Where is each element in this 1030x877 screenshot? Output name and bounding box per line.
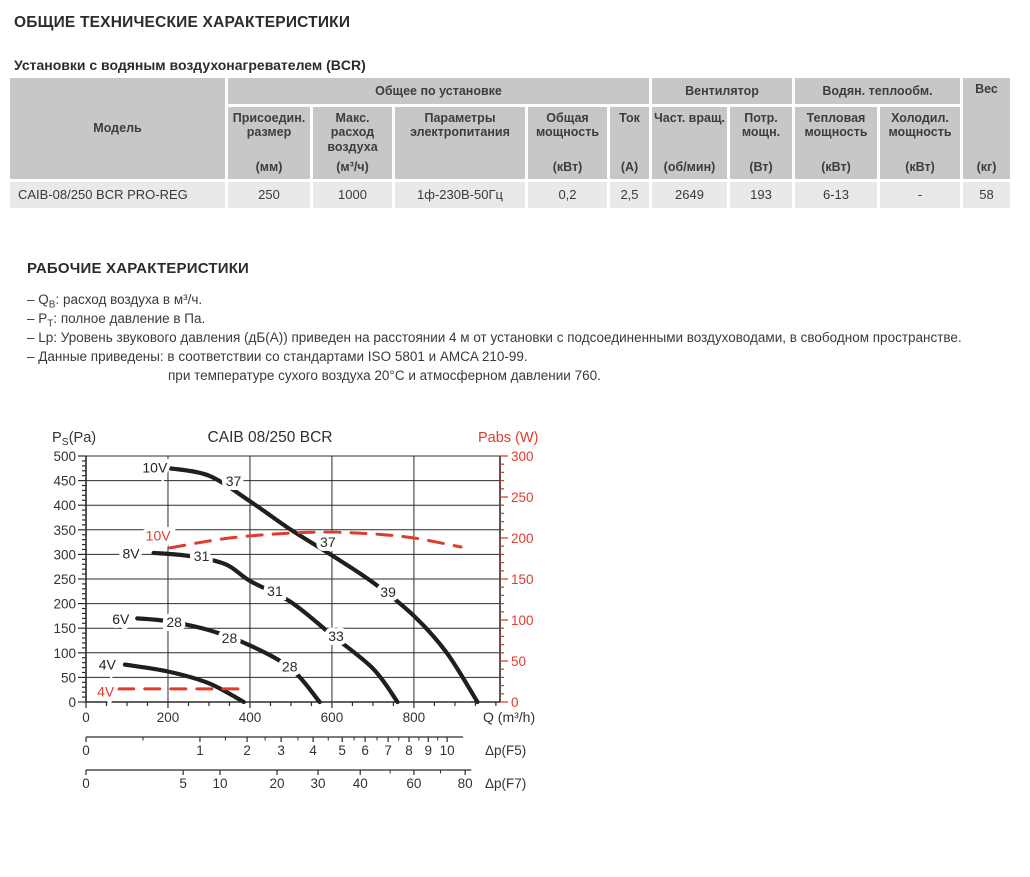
note-text: – P — [27, 311, 48, 326]
svg-text:600: 600 — [320, 710, 344, 725]
col-header-cooling-capacity — [880, 107, 960, 179]
svg-text:0: 0 — [82, 743, 90, 758]
svg-text:60: 60 — [406, 776, 422, 791]
cell-weight: 58 — [963, 182, 1010, 208]
left-axis — [53, 449, 86, 710]
col-unit: (кВт) — [552, 159, 583, 174]
svg-text:9: 9 — [424, 743, 433, 758]
cell-current: 2,5 — [610, 182, 649, 208]
cell-power-supply: 1ф-230В-50Гц — [395, 182, 525, 208]
note-line — [27, 347, 1017, 366]
table-title: Установки с водяным воздухонагревателем (BCR) — [14, 57, 366, 73]
svg-text:28: 28 — [281, 658, 298, 675]
curve-10V-black — [170, 468, 477, 702]
right-axis — [500, 449, 534, 710]
note-sub: Т — [47, 318, 54, 330]
svg-text:300: 300 — [511, 449, 534, 464]
svg-text:PS(Pa): $P_S(Pa)$ — [52, 430, 97, 448]
svg-text:6: 6 — [361, 743, 369, 758]
svg-text:3: 3 — [277, 743, 285, 758]
group-header-fan: Вентилятор — [652, 78, 792, 104]
svg-text:500: 500 — [53, 449, 76, 464]
col-name: Макс. расход воздуха — [327, 111, 378, 154]
svg-text:200: 200 — [156, 710, 180, 725]
svg-text:50: 50 — [511, 654, 527, 669]
svg-text:250: 250 — [53, 572, 76, 587]
curve-4V-black — [125, 665, 244, 702]
note-text: при температуре сухого воздуха 20°C и атмосферном давлении 760. — [168, 368, 601, 383]
svg-text:4V: 4V — [98, 656, 116, 673]
page-title: ОБЩИЕ ТЕХНИЧЕСКИЕ ХАРАКТЕРИСТИКИ — [14, 14, 351, 31]
svg-text:2: 2 — [243, 743, 251, 758]
x-axis — [82, 702, 535, 725]
col-name: Част. вращ. — [654, 111, 725, 125]
svg-text:1: 1 — [196, 743, 204, 758]
svg-text:200: 200 — [53, 596, 76, 612]
svg-text:7: 7 — [384, 743, 392, 758]
spec-table — [10, 78, 1010, 208]
note-line — [27, 309, 1017, 328]
col-header-max-airflow — [313, 107, 392, 179]
svg-text:Δp(F5): Δp(F5) — [485, 743, 527, 758]
svg-text:31: 31 — [193, 547, 210, 564]
col-name: Ток — [619, 111, 640, 125]
svg-text:39: 39 — [380, 583, 396, 600]
curves — [119, 468, 478, 702]
svg-text:400: 400 — [53, 498, 76, 514]
col-unit: (кВт) — [821, 159, 851, 174]
dp-axis-f7 — [82, 770, 526, 791]
svg-text:100: 100 — [53, 645, 76, 661]
cell-connection-size: 250 — [228, 182, 310, 208]
svg-text:8V: 8V — [122, 545, 140, 562]
col-header-weight — [963, 78, 1010, 179]
svg-text:50: 50 — [60, 670, 76, 686]
performance-chart-svg — [30, 422, 575, 802]
svg-text:28: 28 — [166, 613, 182, 630]
svg-text:10: 10 — [439, 743, 455, 758]
col-unit: (А) — [620, 159, 639, 174]
svg-text:250: 250 — [511, 490, 534, 505]
svg-text:10V: 10V — [142, 459, 168, 476]
col-unit: (м³/ч) — [336, 159, 369, 174]
note-text: – Данные приведены: в соответствии со стандартами ISO 5801 и AMCA 210-99. — [27, 349, 528, 364]
svg-text:400: 400 — [238, 710, 262, 725]
col-header-connection-size — [228, 107, 310, 179]
svg-text:100: 100 — [511, 613, 534, 628]
col-header-weight-name: Вес — [975, 82, 998, 96]
note-text: : расход воздуха в м³/ч. — [55, 292, 203, 307]
svg-text:5: 5 — [338, 743, 346, 758]
col-header-model: Модель — [10, 78, 225, 179]
cell-model: CAIB-08/250 BCR PRO-REG — [10, 182, 225, 208]
note-text: – Lp: Уровень звукового давления (дБ(А)) приведен на расстоянии 4 м от установки с подсоединенными воздуховодами, в свободном пространстве. — [27, 330, 962, 345]
notes-list — [27, 290, 1017, 385]
note-text: : полное давление в Па. — [53, 311, 206, 326]
col-name: Тепловая мощность — [804, 111, 868, 140]
section-title-working-characteristics: РАБОЧИЕ ХАРАКТЕРИСТИКИ — [27, 260, 250, 277]
col-name: Холодил. мощность — [888, 111, 952, 140]
cell-total-power: 0,2 — [528, 182, 607, 208]
svg-text:4: 4 — [309, 743, 317, 758]
svg-text:6V: 6V — [112, 610, 130, 627]
svg-text:0: 0 — [82, 710, 90, 725]
group-header-unit-общее: Общее по установке — [228, 78, 649, 104]
col-header-current — [610, 107, 649, 179]
col-header-consumed-power — [730, 107, 792, 179]
svg-text:300: 300 — [53, 547, 76, 563]
svg-text:5: 5 — [179, 776, 187, 791]
svg-text:CAIB 08/250 BCR: CAIB 08/250 BCR — [207, 429, 333, 446]
col-unit: (кВт) — [905, 159, 935, 174]
svg-text:350: 350 — [53, 522, 76, 538]
cell-heating-capacity: 6-13 — [795, 182, 877, 208]
svg-text:200: 200 — [511, 531, 534, 546]
svg-text:37: 37 — [320, 534, 336, 551]
svg-text:4V: 4V — [97, 683, 115, 700]
col-name: Присоедин. размер — [232, 111, 306, 140]
svg-text:150: 150 — [511, 572, 534, 587]
col-unit: (Вт) — [749, 159, 773, 174]
col-name: Потр. мощн. — [741, 111, 781, 140]
note-line — [27, 290, 1017, 309]
col-name: Общая мощность — [535, 111, 600, 140]
cell-rpm: 2649 — [652, 182, 727, 208]
svg-text:28: 28 — [221, 630, 238, 647]
svg-text:10: 10 — [212, 776, 228, 791]
svg-text:0: 0 — [68, 695, 76, 710]
svg-text:80: 80 — [457, 776, 473, 791]
dp-axis-f5 — [82, 737, 526, 758]
note-sub: В — [48, 299, 56, 311]
col-unit: (мм) — [255, 159, 283, 174]
svg-text:30: 30 — [310, 776, 326, 791]
svg-text:150: 150 — [53, 621, 76, 637]
svg-text:0: 0 — [511, 695, 519, 710]
svg-text:450: 450 — [53, 473, 76, 489]
note-line — [27, 366, 1017, 385]
col-header-power-supply — [395, 107, 525, 179]
chart-titles — [52, 429, 538, 448]
performance-chart — [30, 422, 575, 802]
note-line — [27, 328, 1017, 347]
cell-max-airflow: 1000 — [313, 182, 392, 208]
col-name: Параметры электропитания — [410, 111, 510, 140]
cell-cooling-capacity: - — [880, 182, 960, 208]
svg-text:37: 37 — [225, 473, 242, 490]
group-header-water-exchanger: Водян. теплообм. — [795, 78, 960, 104]
svg-text:40: 40 — [352, 776, 368, 791]
col-header-rpm — [652, 107, 727, 179]
col-header-weight-unit: (кг) — [976, 159, 997, 174]
svg-text:8: 8 — [405, 743, 413, 758]
svg-text:0: 0 — [82, 776, 90, 791]
svg-text:10V: 10V — [145, 527, 171, 544]
svg-text:31: 31 — [267, 582, 283, 599]
note-text: – Q — [27, 292, 49, 307]
col-unit: (об/мин) — [663, 159, 716, 174]
svg-text:800: 800 — [402, 710, 426, 725]
svg-text:Q (m³/h): Q (m³/h) — [483, 709, 536, 725]
svg-text:Δp(F7): Δp(F7) — [485, 776, 527, 791]
svg-text:33: 33 — [328, 628, 344, 645]
col-header-total-power — [528, 107, 607, 179]
svg-text:Pabs (W): Pabs (W) — [478, 430, 539, 446]
svg-text:20: 20 — [269, 776, 285, 791]
col-header-heating-capacity — [795, 107, 877, 179]
cell-consumed-power: 193 — [730, 182, 792, 208]
